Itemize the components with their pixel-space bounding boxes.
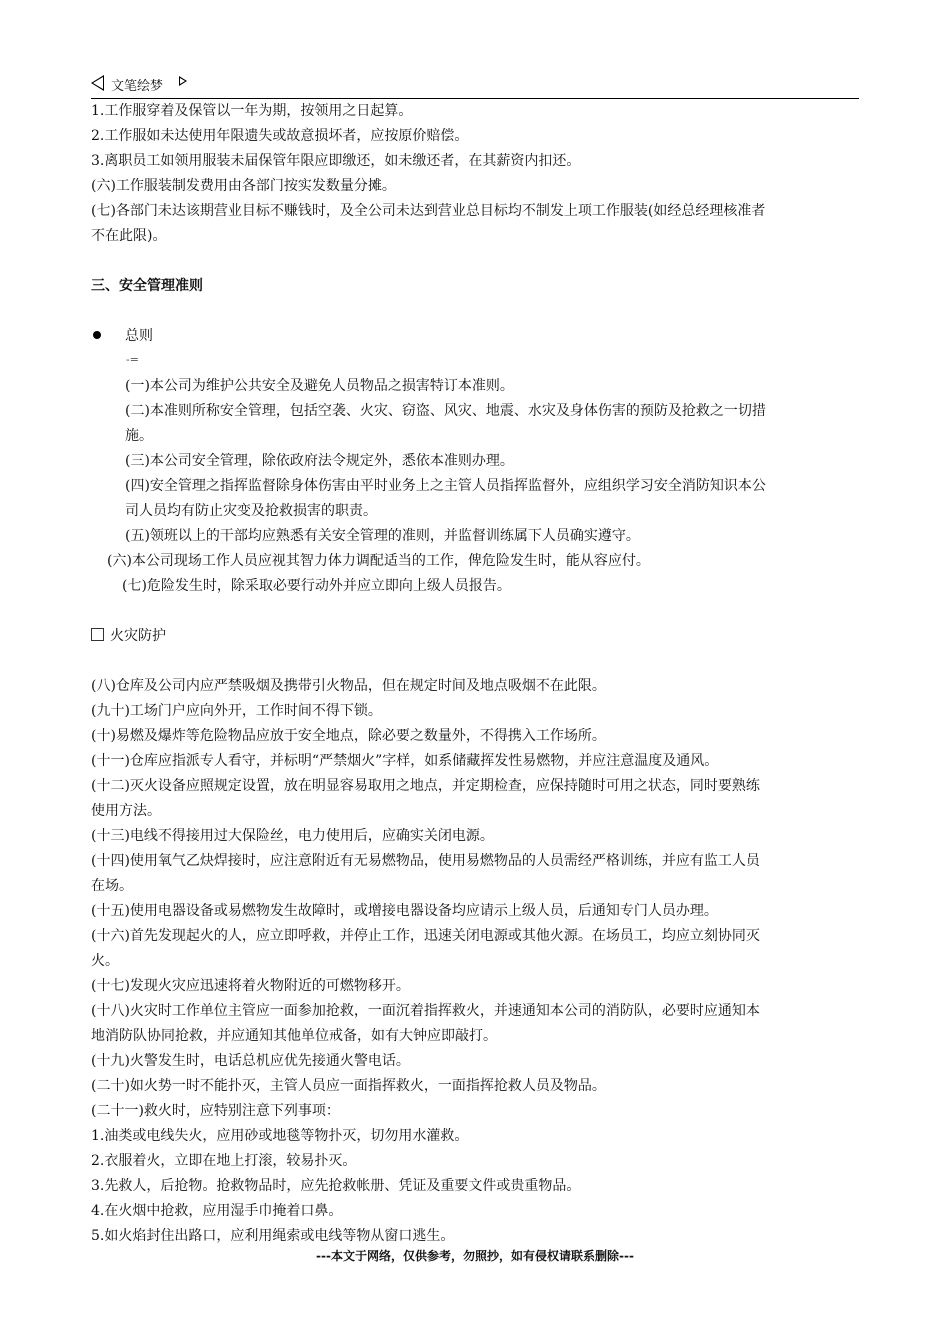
text-line: 3.先救人，后抢物。抢救物品时，应先抢救帐册、凭证及重要文件或贵重物品。 [91, 1178, 581, 1194]
text-line: 3.离职员工如领用服装未届保管年限应即缴还，如未缴还者，在其薪资内扣还。 [91, 153, 581, 169]
text-line: 5.如火焰封住出路口，应利用绳索或电线等物从窗口逃生。 [91, 1228, 455, 1244]
text-line: (十九)火警发生时，电话总机应优先接通火警电话。 [91, 1053, 410, 1069]
text-line: 在场。 [91, 878, 133, 894]
text-line: 1.油类或电线失火，应用砂或地毯等物扑灭，切勿用水灌救。 [91, 1128, 469, 1144]
text-line: (十五)使用电器设备或易燃物发生故障时，或增接电器设备均应请示上级人员，后通知专门人员办理。 [91, 903, 718, 919]
text-line: 施。 [125, 428, 153, 444]
text-line: (十)易燃及爆炸等危险物品应放于安全地点，除必要之数量外，不得携入工作场所。 [91, 728, 606, 744]
text-line: 不在此限)。 [91, 228, 167, 244]
text-line: (三)本公司安全管理，除依政府法令规定外，悉依本准则办理。 [125, 453, 514, 469]
fire-label: 火灾防护 [110, 628, 166, 644]
text-line: (九十)工场门户应向外开，工作时间不得下锁。 [91, 703, 382, 719]
text-line: 2.衣服着火，立即在地上打滚，较易扑灭。 [91, 1153, 357, 1169]
text-line: (十一)仓库应指派专人看守，并标明“严禁烟火”字样，如系储藏挥发性易燃物，并应注意温度及通风。 [91, 753, 719, 769]
fire-section-heading [91, 624, 861, 648]
text-line: (十二)灭火设备应照规定设置，放在明显容易取用之地点，并定期检查，应保持随时可用之状态，同时要熟练 [91, 778, 760, 794]
left-triangle-icon [91, 75, 104, 91]
text-line: (十八)火灾时工作单位主管应一面参加抢救，一面沉着指挥救火，并速通知本公司的消防队，必要时应通知本 [91, 1003, 760, 1019]
text-line: 使用方法。 [91, 803, 161, 819]
text-line: 司人员均有防止灾变及抢救损害的职责。 [125, 503, 377, 519]
text-line: (二)本准则所称安全管理，包括空袭、火灾、窃盗、风灾、地震、水灾及身体伤害的预防及抢救之一切措 [125, 403, 766, 419]
text-line: 2.工作服如未达使用年限遗失或故意损坏者，应按原价赔偿。 [91, 128, 469, 144]
checkbox-icon [91, 628, 104, 641]
text-line: (七)危险发生时，除采取必要行动外并应立即向上级人员报告。 [122, 578, 511, 594]
text-line: (四)安全管理之指挥监督除身体伤害由平时业务上之主管人员指挥监督外，应组织学习安全消防知识本公 [125, 478, 766, 494]
text-line: (六)本公司现场工作人员应视其智力体力调配适当的工作，俾危险发生时，能从容应付。 [107, 553, 650, 569]
text-line: (十六)首先发现起火的人，应立即呼救，并停止工作，迅速关闭电源或其他火源。在场员工，均应立刻协同灭 [91, 928, 760, 944]
section-title: 三、安全管理准则 [91, 278, 203, 294]
bullet-icon [93, 331, 101, 339]
text-line: (二十)如火势一时不能扑灭，主管人员应一面指挥救火，一面指挥抢救人员及物品。 [91, 1078, 606, 1094]
general-mark: -= [126, 353, 139, 366]
text-line: 火。 [91, 953, 119, 969]
text-line: (十七)发现火灾应迅速将着火物附近的可燃物移开。 [91, 978, 410, 994]
text-line: (一)本公司为维护公共安全及避免人员物品之损害特订本准则。 [125, 378, 514, 394]
text-line: (六)工作服装制发费用由各部门按实发数量分摊。 [91, 178, 396, 194]
text-line: (二十一)救火时，应特别注意下列事项： [91, 1103, 340, 1119]
header-title: 文笔绘梦 [111, 79, 164, 94]
text-line: 4.在火烟中抢救，应用湿手巾掩着口鼻。 [91, 1203, 343, 1219]
text-line: (十四)使用氧气乙炔焊接时，应注意附近有无易燃物品，使用易燃物品的人员需经严格训练，并应有监工人员 [91, 853, 760, 869]
right-triangle-icon [179, 76, 187, 86]
text-line: (七)各部门未达该期营业目标不赚钱时，及全公司未达到营业总目标均不制发上项工作服装(如经总经理核准者 [91, 203, 766, 219]
text-line: 地消防队协同抢救，并应通知其他单位戒备，如有大钟应即敲打。 [91, 1028, 497, 1044]
page-footer: ---本文于网络，仅供参考，勿照抄，如有侵权请联系删除--- [316, 1249, 634, 1263]
general-label: 总则 [125, 328, 153, 344]
text-line: (八)仓库及公司内应严禁吸烟及携带引火物品，但在规定时间及地点吸烟不在此限。 [91, 678, 606, 694]
text-line: (五)领班以上的干部均应熟悉有关安全管理的准则，并监督训练属下人员确实遵守。 [125, 528, 640, 544]
page-header [91, 73, 859, 99]
text-line: 1.工作服穿着及保管以一年为期，按领用之日起算。 [91, 103, 413, 119]
text-line: (十三)电线不得接用过大保险丝，电力使用后，应确实关闭电源。 [91, 828, 494, 844]
